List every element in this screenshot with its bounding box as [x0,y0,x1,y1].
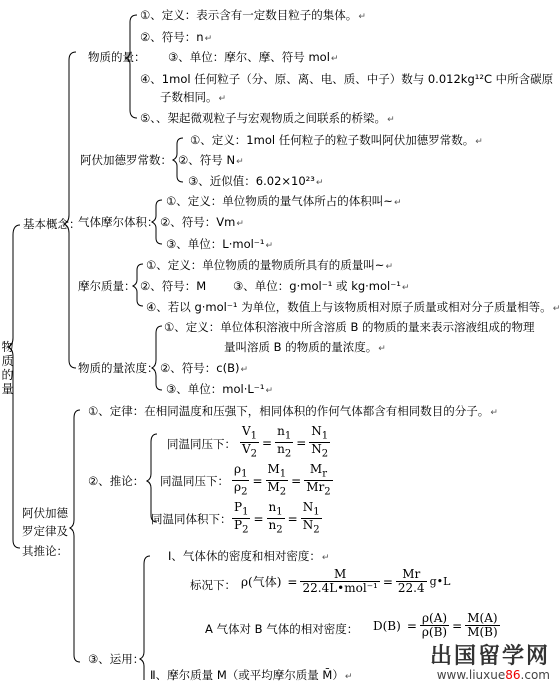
law-definition: ①、定律：在相同温度和压强下，相同体积的作何气体都含有相同数目的分子。↵ [88,404,498,418]
molar-mass-label: 摩尔质量： [78,279,136,293]
avogadro-law-label-1: 阿伏加德 [22,506,68,520]
relative-density-label: A 气体对 B 气体的相对密度： [205,622,359,636]
concentration-item-1b: 量叫溶质 B 的物质的量浓度。↵ [224,340,386,354]
avogadro-constant-label: 阿伏加德罗常数： [80,153,172,167]
wzdl-item-4b: 子数相同。↵ [160,90,227,104]
molar-mass-item-3: ③、单位：g·mol⁻¹ 或 kg·mol⁻¹↵ [233,279,410,293]
concentration-item-3: ③、单位：mol·L⁻¹↵ [166,382,274,396]
equation-std-density: ρ(气体) = $\frac{M}{\text{22.4L•mol⁻¹}}$ = $\frac{Mr}{22.4}$ g•L [241,567,451,595]
cond-1: 同温同压下： [167,437,236,451]
application-label: ③、运用： [88,652,145,666]
equation-rho-m: $\frac{\rho_1}{\rho_2}$ = $\frac{M_1}{M_2}$ = $\frac{M_r}{Mr_2}$ [234,462,331,498]
molar-volume-item-2: ②、符号：Vm↵ [160,215,244,229]
equation-p-n: $\frac{P_1}{P_2}$ = $\frac{n_1}{n_2}$ = $\frac{N_1}{N_2}$ [234,500,320,536]
concentration-label: 物质的量浓度： [78,361,159,375]
std-condition-label: 标况下： [190,578,236,592]
concentration-item-2: ②、符号：c(B)↵ [160,361,249,375]
wzdl-item-5: ⑤、、架起微观粒子与宏观物质之间联系的桥梁。↵ [140,111,395,125]
wzdl-item-1: ①、定义：表示含有一定数目粒子的集体。↵ [140,8,366,22]
avogadro-law-label-2: 罗定律及 [22,524,68,538]
molar-volume-item-3: ③、单位：L·mol⁻¹↵ [166,237,274,251]
application-1: Ⅰ、气体休的密度和相对密度：↵ [168,549,330,563]
molar-volume-item-1: ①、定义：单位物质的量气体所占的体积叫~↵ [166,194,402,208]
molar-volume-label: 气体摩尔体积： [78,215,159,229]
avogadro-const-item-3: ③、近似值：6.02×10²³↵ [188,174,324,188]
watermark-title: 出国留学网 [429,644,550,669]
basic-concepts-label: 基本概念： [23,217,81,231]
cond-3: 同温同体积下： [151,512,232,526]
law-inference-label: ②、推论： [88,474,145,488]
avogadro-const-item-2: ②、符号 N↵ [178,153,244,167]
amount-of-substance-label: 物质的量： [88,50,146,64]
cond-2: 同温同压下： [160,474,229,488]
wzdl-item-3: ③、单位：摩尔、摩、符号 mol↵ [168,50,339,64]
equation-v-n: $\frac{V_1}{V_2}$ = $\frac{n_1}{n_2}$ = $\frac{N_1}{N_2}$ [242,424,329,460]
watermark-url: www.liuxue86.com [436,668,550,682]
avogadro-const-item-1: ①、定义：1mol 任何粒子的粒子数叫阿伏加德罗常数。↵ [190,133,483,147]
watermark [430,645,550,682]
wzdl-item-4: ④、1mol 任何粒子（分、原、离、电、质、中子）数与 0.012kg¹²C 中所含碳原 [140,72,554,86]
molar-mass-item-4: ④、若以 g·mol⁻¹ 为单位，数值上与该物质相对原子质量或相对分子质量相等。↵ [146,300,560,314]
molar-mass-item-1: ①、定义：单位物质的量物质所具有的质量叫~↵ [146,258,393,272]
equation-relative-density: D(B) = $\frac{\rho(A)}{\rho(B)}$ = $\frac{M(A)}{M(B)}$ [373,611,498,639]
molar-mass-item-2: ②、符号：M [140,279,207,293]
application-2: Ⅱ、摩尔质量 M（或平均摩尔质量 M̄）↵ [150,668,353,682]
wzdl-item-2: ②、符号：n↵ [140,30,213,44]
concentration-item-1: ①、定义：单位体积溶液中所含溶质 B 的物质的量来表示溶液组成的物理 [164,320,535,334]
avogadro-law-label-3: 其推论： [22,544,68,558]
root-label: 物质的量 [1,340,14,396]
